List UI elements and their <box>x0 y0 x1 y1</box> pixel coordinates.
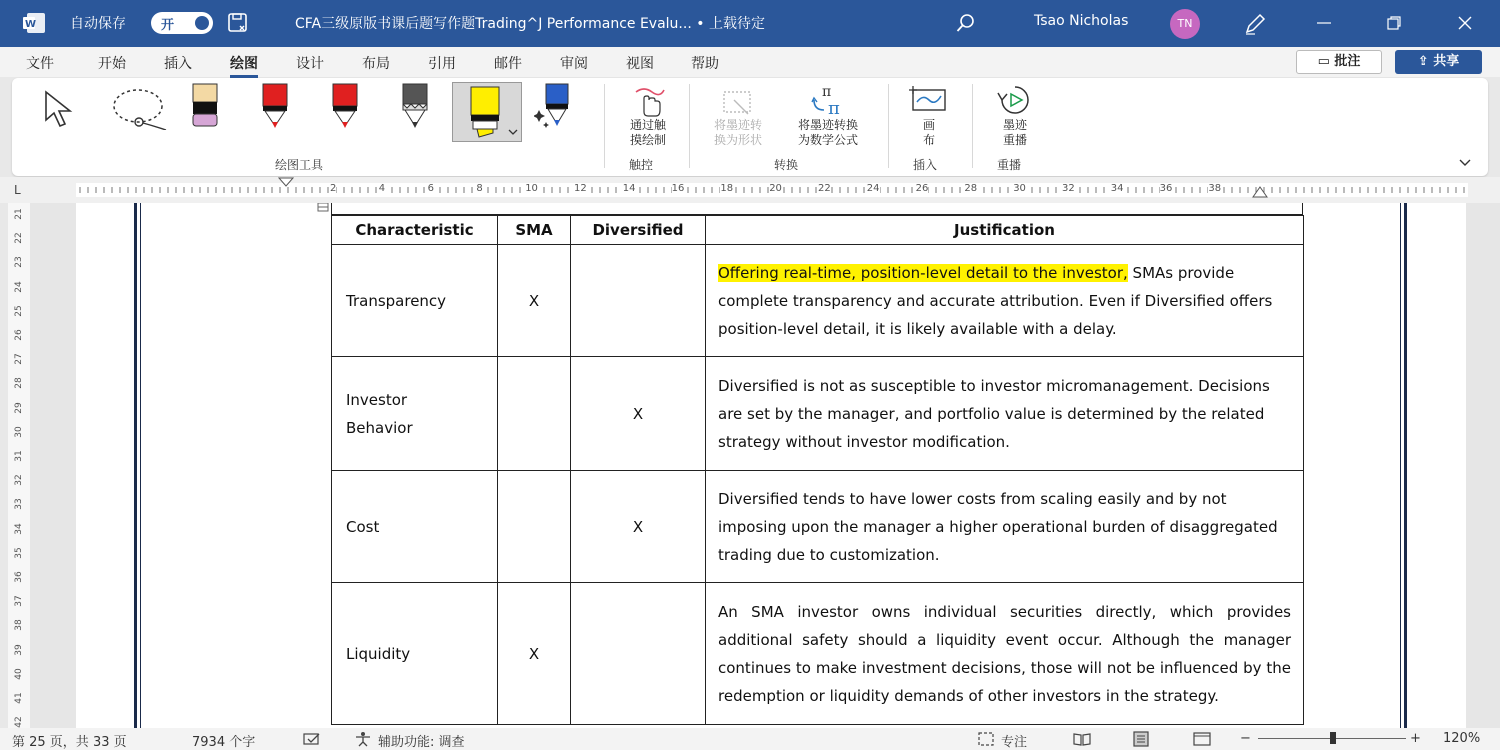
ruler-number: 6 <box>427 183 434 194</box>
tab-home[interactable]: 开始 <box>98 56 126 72</box>
ruler-number: 12 <box>574 183 587 194</box>
zoom-out-button[interactable]: − <box>1240 731 1251 746</box>
share-icon: ⇪ <box>1417 54 1434 69</box>
table-top-cut-row <box>331 203 1303 215</box>
page-border-left <box>134 203 137 728</box>
justification-text[interactable]: SMAs provide complete transparency and accurate attribution. Even if Diversified offers position-level detail, it is likely available with a delay. <box>718 263 1273 338</box>
cell-characteristic[interactable]: Liquidity <box>332 583 498 725</box>
vruler-number: 21 <box>14 208 24 220</box>
autosave-toggle[interactable] <box>151 12 213 34</box>
web-layout-icon[interactable] <box>1192 731 1212 747</box>
comparison-table[interactable] <box>331 215 1304 725</box>
cell-diversified[interactable] <box>571 583 706 725</box>
drawing-canvas-icon[interactable] <box>907 84 951 114</box>
ruler-number: 32 <box>1062 183 1075 194</box>
header-justification[interactable]: Justification <box>706 216 1304 245</box>
ink-to-math-icon[interactable] <box>808 82 852 118</box>
touch-draw-icon[interactable] <box>630 84 666 118</box>
close-icon <box>1457 15 1473 31</box>
ruler-number: 18 <box>720 183 734 194</box>
tab-help[interactable]: 帮助 <box>691 56 719 72</box>
vruler-number: 37 <box>14 595 24 607</box>
group-label-drawing-tools: 绘图工具 <box>275 158 324 172</box>
tab-insert[interactable]: 插入 <box>164 56 192 72</box>
zoom-slider-handle[interactable] <box>1330 732 1336 744</box>
select-cursor-icon[interactable] <box>42 88 86 130</box>
tab-draw[interactable]: 绘图 <box>230 53 258 78</box>
word-icon[interactable] <box>22 12 46 34</box>
cell-characteristic[interactable]: Transparency <box>332 245 498 357</box>
horizontal-ruler[interactable] <box>0 177 1500 203</box>
cell-justification[interactable] <box>706 245 1304 357</box>
ruler-number: 38 <box>1208 183 1222 194</box>
ruler-number: 10 <box>525 183 538 194</box>
vruler-number: 29 <box>14 401 24 414</box>
svg-text:W: W <box>25 19 37 30</box>
cell-justification[interactable]: Diversified is not as susceptible to investor micromanagement. Decisions are set by the manager, and portfolio value is determined by the related strategy without investor modification. <box>706 357 1304 471</box>
ribbon-separator <box>689 84 690 168</box>
focus-icon[interactable] <box>976 731 996 747</box>
cell-characteristic[interactable]: Investor Behavior <box>332 357 498 471</box>
page-info[interactable]: 第 25 页，共 33 页 <box>12 735 127 750</box>
svg-text:π: π <box>822 84 832 100</box>
eraser-icon[interactable] <box>190 82 220 128</box>
share-label: 共享 <box>1433 54 1460 69</box>
ink-replay-icon[interactable] <box>993 83 1037 117</box>
menu-bar <box>0 47 1500 77</box>
vruler-number: 33 <box>14 498 24 511</box>
tab-review[interactable]: 审阅 <box>560 56 588 72</box>
save-icon[interactable] <box>226 12 250 34</box>
vruler-number: 34 <box>14 522 24 535</box>
replay-label-1: 墨迹 <box>1002 118 1027 132</box>
cell-sma[interactable] <box>498 357 571 471</box>
red-pen-2-icon[interactable] <box>330 82 360 130</box>
comment-icon: ▭ <box>1317 54 1335 69</box>
read-mode-icon[interactable] <box>1072 731 1092 747</box>
tab-references[interactable]: 引用 <box>428 56 456 72</box>
svg-text:π: π <box>828 98 840 118</box>
zoom-in-button[interactable]: + <box>1410 731 1421 746</box>
ruler-number: 22 <box>818 183 831 194</box>
ink-to-shape-icon[interactable] <box>720 86 756 118</box>
vruler-number: 28 <box>14 377 24 390</box>
comments-label: 批注 <box>1334 54 1361 69</box>
user-name[interactable]: Tsao Nicholas <box>1034 13 1129 29</box>
tab-file[interactable]: 文件 <box>26 56 54 72</box>
lasso-select-icon[interactable] <box>106 86 170 130</box>
ribbon-separator <box>972 84 973 168</box>
vruler-number: 32 <box>14 474 24 486</box>
vruler-number: 36 <box>14 571 24 583</box>
vruler-number: 24 <box>14 280 24 293</box>
pencil-icon[interactable] <box>400 82 430 130</box>
replay-label-2: 重播 <box>1002 133 1027 147</box>
ruler-number: 26 <box>915 183 929 194</box>
avatar[interactable]: TN <box>1170 9 1200 39</box>
ruler-number: 30 <box>1013 183 1026 194</box>
ruler-number: 36 <box>1159 183 1173 194</box>
ruler-number: 24 <box>866 183 880 194</box>
minimize-icon <box>1316 15 1332 31</box>
accessibility-status[interactable]: 辅助功能: 调查 <box>378 735 465 750</box>
cell-characteristic[interactable]: Cost <box>332 471 498 583</box>
print-layout-icon[interactable] <box>1131 730 1151 748</box>
header-characteristic[interactable]: Characteristic <box>332 216 498 245</box>
cell-diversified[interactable]: X <box>571 471 706 583</box>
header-sma[interactable]: SMA <box>498 216 571 245</box>
ribbon-separator <box>604 84 605 168</box>
title-bar <box>0 0 1500 47</box>
minimize-button[interactable] <box>1301 0 1347 47</box>
group-label-insert: 插入 <box>913 158 938 172</box>
vruler-number: 30 <box>14 426 24 438</box>
word-count[interactable]: 7934 个字 <box>192 735 256 750</box>
ruler-number: 28 <box>964 183 978 194</box>
page-border-left-inner <box>140 203 141 728</box>
table-row <box>332 357 1304 471</box>
share-button[interactable] <box>1395 50 1482 74</box>
cell-justification[interactable]: An SMA investor owns individual securities directly, which provides additional safety should a liquidity event occur. Although the manager continues to make investment decisions, those will not be influenced by the redemption or liquidity demands of other investors in the strategy. <box>706 583 1304 725</box>
close-button[interactable] <box>1442 0 1488 47</box>
ruler-number: 16 <box>671 183 685 194</box>
canvas-label-1: 画 <box>922 118 935 132</box>
restore-icon <box>1386 15 1402 31</box>
ruler-number: 8 <box>476 183 483 194</box>
toggle-knob <box>195 16 209 30</box>
autosave-toggle-label: 开 <box>161 18 175 33</box>
proofing-icon[interactable] <box>302 732 322 746</box>
page-border-right <box>1404 203 1407 728</box>
tab-mailings[interactable]: 邮件 <box>494 56 522 72</box>
ribbon <box>12 78 1488 176</box>
document-area[interactable] <box>30 203 1500 728</box>
vruler-number: 27 <box>14 353 24 365</box>
table-row <box>332 471 1304 583</box>
ruler-number: 34 <box>1110 183 1124 194</box>
document-title[interactable]: CFA三级原版书课后题写作题Trading^J Performance Evalu... • 上载待定 <box>295 16 765 32</box>
vruler-number: 40 <box>14 668 24 680</box>
ink-to-shape-label-1: 将墨迹转 <box>713 118 762 132</box>
first-line-indent-marker[interactable] <box>278 177 294 189</box>
canvas-label-2: 布 <box>922 133 935 147</box>
red-pen-icon[interactable] <box>260 82 290 130</box>
ruler-number: 14 <box>622 183 636 194</box>
group-label-replay: 重播 <box>997 158 1022 172</box>
vruler-number: 38 <box>14 619 24 632</box>
vruler-number: 39 <box>14 643 24 656</box>
cell-diversified[interactable] <box>571 245 706 357</box>
zoom-level[interactable]: 120% <box>1443 731 1481 746</box>
cell-diversified[interactable]: X <box>571 357 706 471</box>
cell-justification[interactable]: Diversified tends to have lower costs from scaling easily and by not imposing upon the manager a higher operational burden of disaggregated trading due to customization. <box>706 471 1304 583</box>
ink-to-math-label-2: 为数学公式 <box>797 133 858 147</box>
table-row <box>332 245 1304 357</box>
table-row <box>332 583 1304 725</box>
accessibility-icon[interactable] <box>354 731 372 747</box>
tab-stop-selector[interactable]: L <box>14 183 21 197</box>
cell-sma[interactable] <box>498 471 571 583</box>
comments-button[interactable] <box>1296 50 1382 74</box>
yellow-highlighter-icon <box>467 85 503 139</box>
ruler-number: 2 <box>330 183 337 194</box>
page-border-right-inner <box>1400 203 1401 728</box>
ink-to-math-label-1: 将墨迹转换 <box>797 118 858 132</box>
touch-draw-label-1: 通过触 <box>629 118 666 132</box>
vruler-number: 35 <box>14 547 24 559</box>
galaxy-pen-icon[interactable] <box>534 82 574 130</box>
autosave-label: 自动保存 <box>70 16 126 32</box>
tab-view[interactable]: 视图 <box>626 56 654 72</box>
status-bar <box>0 728 1500 750</box>
vruler-number: 42 <box>14 716 24 728</box>
pen-icon[interactable] <box>1243 12 1267 36</box>
vruler-number: 25 <box>14 305 24 317</box>
vruler-number: 23 <box>14 256 24 269</box>
header-diversified[interactable]: Diversified <box>571 216 706 245</box>
vruler-number: 26 <box>14 329 24 341</box>
group-label-touch: 触控 <box>629 158 654 172</box>
vruler-number: 22 <box>14 232 24 244</box>
highlighted-text[interactable]: Offering real-time, position-level detail to the investor, <box>718 263 1128 282</box>
touch-draw-label-2: 摸绘制 <box>629 133 666 147</box>
right-indent-marker[interactable] <box>1252 185 1268 199</box>
tab-layout[interactable]: 布局 <box>362 56 390 72</box>
document-page[interactable] <box>76 203 1466 728</box>
vertical-ruler[interactable] <box>8 203 30 728</box>
ruler-number: 4 <box>378 183 386 194</box>
table-move-handle-icon[interactable] <box>316 203 330 213</box>
group-label-convert: 转换 <box>774 158 799 172</box>
chevron-down-icon[interactable] <box>507 127 519 137</box>
table-header-row <box>332 216 1304 245</box>
search-icon[interactable] <box>955 12 977 34</box>
tab-design[interactable]: 设计 <box>296 56 324 72</box>
ink-to-shape-label-2: 换为形状 <box>713 133 762 147</box>
ribbon-separator <box>888 84 889 168</box>
ribbon-collapse-icon[interactable] <box>1458 156 1472 168</box>
focus-label[interactable]: 专注 <box>1001 735 1028 750</box>
ruler-number: 20 <box>769 183 782 194</box>
vruler-number: 31 <box>14 450 24 462</box>
highlighter-tool[interactable] <box>452 82 522 142</box>
cell-sma[interactable]: X <box>498 583 571 725</box>
restore-button[interactable] <box>1371 0 1417 47</box>
cell-sma[interactable]: X <box>498 245 571 357</box>
vruler-number: 41 <box>14 692 24 704</box>
